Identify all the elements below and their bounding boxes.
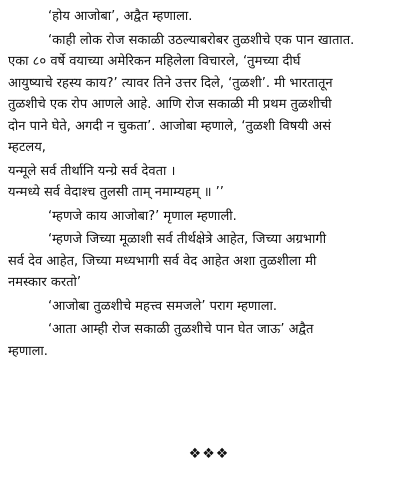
text-line: तुळशीचे एक रोप आणले आहे. आणि रोज सकाळी मी प्रथम तुळशीची <box>8 97 332 112</box>
text-line: ‘आजोबा तुळशीचे महत्त्व समजले’ पराग म्हणाला. <box>48 298 278 314</box>
text-line: सर्व देव आहेत, जिच्या मध्यभागी सर्व वेद आहेत अशा तुळशीला मी <box>8 253 317 269</box>
text-line: नमस्कार करतो’ <box>8 275 82 290</box>
text-line: एका ८० वर्षे वयाच्या अमेरिकन महिलेला विचारले, ‘तुमच्या दीर्घ <box>8 54 301 69</box>
text-line: ‘आता आम्ही रोज सकाळी तुळशीचे पान घेत जाऊ’ अद्वैत <box>48 322 314 337</box>
paragraph-2 <box>8 30 412 159</box>
text-line: आयुष्याचे रहस्य काय?’ त्यावर तिने उत्तर दिले, ‘तुळशी’. मी भारतातून <box>8 75 333 91</box>
paragraph-3 <box>8 206 412 228</box>
text-line: ‘काही लोक रोज सकाळी उठल्याबरोबर तुळशीचे एक पान खातात. <box>48 32 355 48</box>
verse-line: यन्मध्ये सर्व वेदाश्च तुलसी ताम् नमाम्यहम् ॥ ’’ <box>8 185 224 200</box>
sanskrit-verse <box>8 161 412 204</box>
text-line: दोन पाने घेते, अगदी न चुकता’. आजोबा म्हणाले, ‘तुळशी विषयी असं <box>8 118 332 134</box>
text-line: ‘म्हणजे काय आजोबा?’ मृणाल म्हणाली. <box>48 208 237 224</box>
section-break-ornament: ❖❖❖ <box>188 446 230 462</box>
paragraph-6 <box>8 319 412 362</box>
verse-line: यन्मूले सर्व तीर्थानि यन्ग्रे सर्व देवता । <box>8 163 176 179</box>
paragraph-5 <box>8 296 412 318</box>
text-line: ‘होय आजोबा’, अद्वैत म्हणाला. <box>48 9 193 24</box>
paragraph-1 <box>8 6 412 28</box>
paragraph-4 <box>8 229 412 294</box>
text-line: म्हटलय, <box>8 140 46 155</box>
text-line: म्हणाला. <box>8 343 48 359</box>
document-body <box>8 6 412 364</box>
text-line: ‘म्हणजे जिच्या मूळाशी सर्व तीर्थक्षेत्रे आहेत, जिच्या अग्रभागी <box>48 232 327 247</box>
